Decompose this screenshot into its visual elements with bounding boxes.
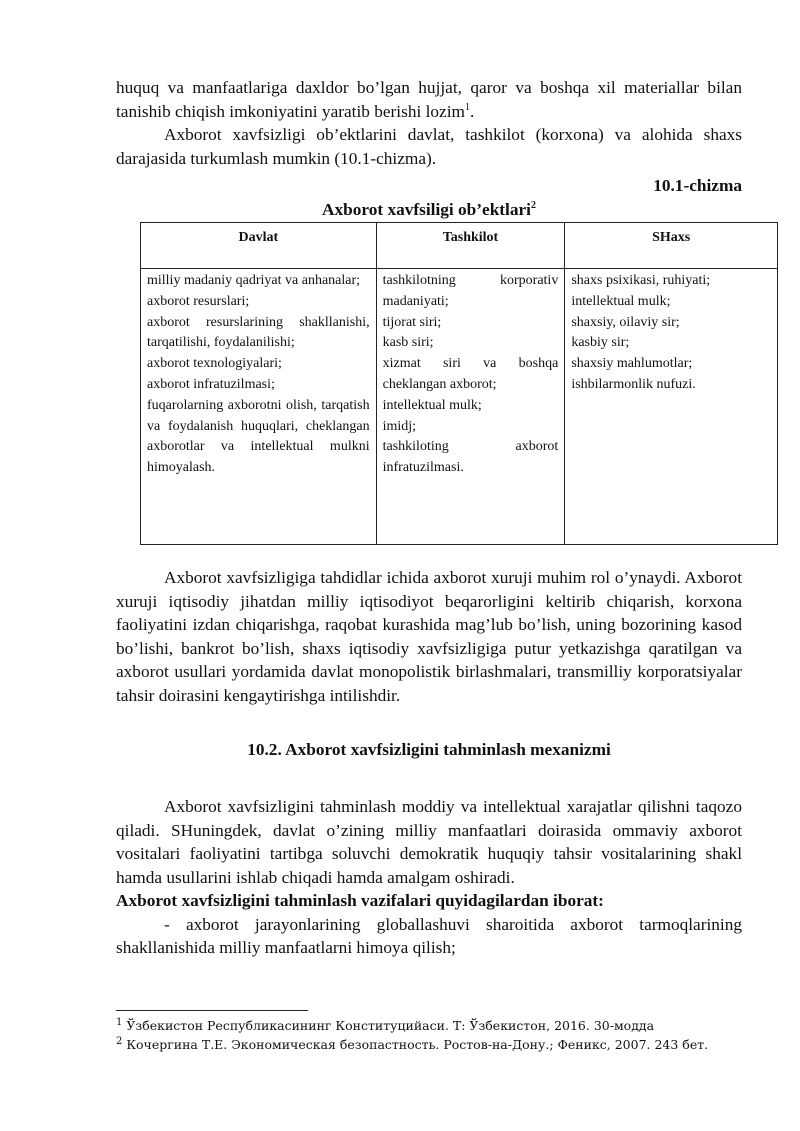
objects-table — [140, 222, 778, 545]
footnote-1 — [116, 1018, 654, 1034]
cell-tashkilot — [376, 269, 565, 545]
paragraph-top-end: . — [469, 101, 475, 121]
footnote-number: 2 — [116, 1035, 123, 1047]
header-tashkilot: Tashkilot — [376, 223, 565, 269]
footnote-text: Ўзбекистон Республикасининг Конституцийаси. Т: Ўзбекистон, 2016. 30-модда — [126, 1018, 655, 1033]
table-title — [116, 200, 742, 220]
list-item: shaxsiy, oilaviy sir; — [571, 314, 680, 330]
list-item-1: - axborot jarayonlarining globallashuvi sharoitida axborot tarmoqlarining shakllanishida milliy manfaatlarni himoya qilish; — [116, 914, 742, 957]
paragraph-mechanism-block — [116, 795, 742, 960]
paragraph-threats-block — [116, 566, 742, 707]
list-item: axborot resurslarining shakllanishi, tarqatilishi, foydalanilishi; — [147, 314, 370, 351]
list-item: intellektual mulk; — [571, 293, 671, 309]
table-title-text: Axborot xavfsiligi ob’ektlari — [322, 200, 531, 219]
paragraph-threats: Axborot xavfsizligiga tahdidlar ichida axborot xuruji muhim rol o’ynaydi. Axborot xuruji iqtisodiy jihatdan milliy iqtisodiyot beqarorligini keltirib chiqarish, korxona faoliyatini izdan chiqarishga, raqobat kurashida mag’lub bo’lish, uning bozorining kasod bo’lishi, bankrot bo’lish, shaxs iqtisodiy xavfsizligiga putur yetkazishga qaratilgan va axborot usullari yordamida davlat monopolistik birlashmalari, transmilliy korporatsiyalar tahsir doirasini kengaytirishga intilishdir. — [116, 568, 742, 705]
footnote-ref-2: 2 — [530, 200, 536, 212]
table-header-row — [141, 223, 778, 269]
list-item: intellektual mulk; — [382, 397, 482, 413]
list-item: imidj; — [382, 418, 417, 434]
footnote-ref-1: 1 — [464, 101, 470, 113]
list-item: tashkiloting axborot infratuzilmasi. — [382, 439, 559, 476]
paragraph-top-text: huquq va manfaatlariga daxldor bo’lgan hujjat, qaror va boshqa xil materiallar bilan tanishib chiqish imkoniyatini yaratib berishi lozim — [116, 78, 742, 121]
list-item: milliy madaniy qadriyat va anhanalar; — [147, 273, 361, 288]
list-item: xizmat siri va boshqa cheklangan axborot; — [382, 356, 559, 392]
list-item: axborot texnologiyalari; — [147, 356, 282, 372]
list-item: axborot resurslari; — [147, 293, 250, 309]
table-body-row — [141, 269, 778, 545]
footnote-number: 1 — [116, 1016, 123, 1028]
footnote-text: Кочергина Т.Е. Экономическая безопастность. Ростов-на-Дону.; Феникс, 2007. 243 бет. — [126, 1037, 709, 1052]
list-item: kasbiy sir; — [571, 335, 630, 351]
list-item: shaxsiy mahlumotlar; — [571, 356, 693, 372]
cell-shaxs — [565, 269, 778, 545]
figure-label: 10.1-chizma — [653, 176, 742, 195]
list-item: shaxs psixikasi, ruhiyati; — [571, 273, 711, 288]
list-item: tijorat siri; — [382, 314, 442, 330]
header-davlat: Davlat — [141, 223, 377, 269]
cell-davlat — [141, 269, 377, 545]
footnote-divider — [116, 1010, 308, 1011]
paragraph-objects: Axborot xavfsizligi ob’ektlarini davlat, tashkilot (korxona) va alohida shaxs darajasida turkumlash mumkin (10.1-chizma). — [116, 125, 742, 168]
list-item: kasb siri; — [382, 335, 434, 351]
list-item: ishbilarmonlik nufuzi. — [571, 376, 696, 392]
section-heading: 10.2. Axborot xavfsizligini tahminlash mexanizmi — [247, 740, 611, 759]
paragraph-mechanism: Axborot xavfsizligini tahminlash moddiy va intellektual xarajatlar qilishni taqozo qiladi. SHuningdek, davlat o’zining milliy manfaatlari doirasida ommaviy axborot vositalari faoliyatini tartibga soluvchi demokratik huquqiy tahsir vositalarining shakl hamda usullarini ishlab chiqadi hamda amalgam oshiradi. — [116, 797, 742, 887]
list-item: axborot infratuzilmasi; — [147, 376, 275, 392]
tasks-heading: Axborot xavfsizligini tahminlash vazifalari quyidagilardan iborat: — [116, 891, 604, 910]
paragraph-top — [116, 76, 742, 170]
footnote-2 — [116, 1037, 708, 1053]
header-shaxs: SHaxs — [565, 223, 778, 269]
list-item: fuqarolarning axborotni olish, tarqatish va foydalanish huquqlari, cheklangan axborotlar va intellektual mulkni himoyalash. — [147, 397, 370, 476]
list-item: tashkilotning korporativ madaniyati; — [382, 273, 559, 309]
